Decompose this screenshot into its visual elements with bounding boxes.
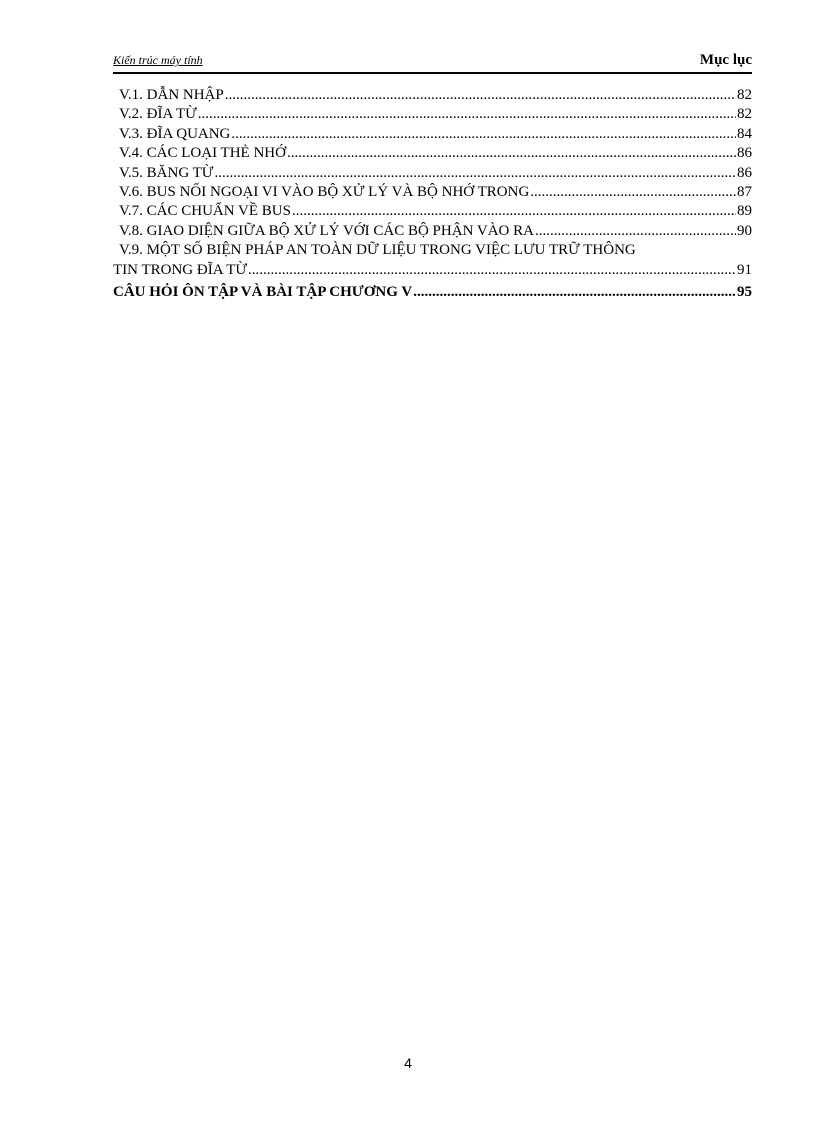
toc-entry[interactable]: [113, 261, 752, 280]
toc-entry-page: 86: [737, 145, 752, 162]
toc-entry[interactable]: [113, 222, 752, 241]
toc-entry[interactable]: [113, 86, 752, 105]
toc-leader-dots: [248, 261, 736, 280]
page-number: 4: [404, 1055, 412, 1071]
toc-entry-page: 86: [737, 164, 752, 181]
toc-entry-page: 87: [737, 183, 752, 200]
toc-entry-page: 82: [737, 87, 752, 103]
toc-leader-dots: [198, 105, 736, 124]
toc-entry-page: 84: [737, 125, 752, 142]
header-section-title: Mục lục: [699, 52, 752, 68]
toc-leader-dots: [287, 144, 736, 163]
table-of-contents: [113, 86, 752, 302]
page-header: [113, 48, 752, 74]
toc-entry-page: 89: [737, 203, 752, 220]
toc-entry[interactable]: [113, 183, 752, 202]
toc-leader-dots: [214, 164, 736, 183]
toc-entry[interactable]: [113, 202, 752, 221]
toc-leader-dots: [530, 183, 736, 202]
toc-leader-dots: [231, 125, 736, 144]
toc-entry-title: V.3. ĐĨA QUANG: [119, 125, 231, 142]
toc-entry-title: V.2. ĐĨA TỪ: [119, 106, 197, 123]
toc-leader-dots: [225, 86, 736, 105]
toc-leader-dots: [413, 283, 736, 302]
toc-entry-title: V.8. GIAO DIỆN GIỮA BỘ XỬ LÝ VỚI CÁC BỘ PHẬN VÀO RA: [119, 222, 534, 239]
toc-entry-title: V.7. CÁC CHUẨN VỀ BUS: [119, 203, 291, 220]
toc-entry-title: V.1. DẪN NHẬP: [119, 87, 224, 103]
toc-entry[interactable]: [113, 125, 752, 144]
toc-entry-page: 90: [737, 222, 752, 239]
toc-chapter-entry[interactable]: [113, 283, 752, 302]
toc-leader-dots: [535, 222, 736, 241]
toc-entry-page: 82: [737, 106, 752, 123]
toc-entry[interactable]: [113, 105, 752, 124]
toc-entry-title: V.6. BUS NỐI NGOẠI VI VÀO BỘ XỬ LÝ VÀ BỘ NHỚ TRONG: [119, 183, 530, 200]
header-book-title: Kiến trúc máy tính: [113, 53, 203, 67]
toc-entry-page: 91: [737, 261, 752, 278]
toc-chapter-page: 95: [737, 283, 752, 300]
toc-entry-title: TIN TRONG ĐĨA TỪ: [113, 261, 247, 278]
toc-entry-title: V.4. CÁC LOẠI THẺ NHỚ: [119, 145, 286, 162]
toc-entry-title: V.5. BĂNG TỪ: [119, 164, 214, 181]
toc-leader-dots: [292, 202, 736, 221]
toc-entry[interactable]: [113, 164, 752, 183]
toc-chapter-title: CÂU HỎI ÔN TẬP VÀ BÀI TẬP CHƯƠNG V: [113, 283, 413, 300]
toc-entry-wrapped-first-line[interactable]: V.9. MỘT SỐ BIỆN PHÁP AN TOÀN DỮ LIỆU TRONG VIỆC LƯU TRỮ THÔNG: [119, 242, 636, 259]
toc-entry[interactable]: [113, 144, 752, 163]
